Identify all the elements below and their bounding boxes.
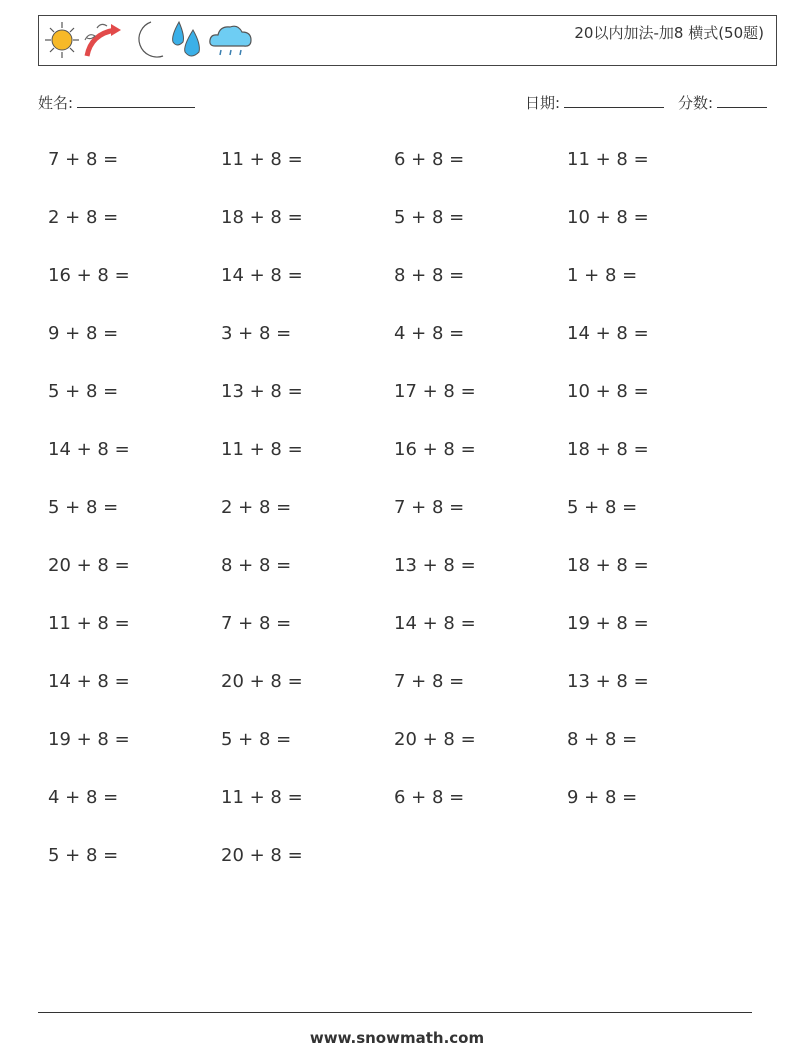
problem-item: 11 + 8 = <box>221 439 303 460</box>
footer-divider <box>38 1012 752 1013</box>
problem-item: 4 + 8 = <box>48 787 119 808</box>
problem-item: 20 + 8 = <box>48 555 130 576</box>
problem-item: 9 + 8 = <box>48 323 119 344</box>
problem-item: 16 + 8 = <box>394 439 476 460</box>
problem-item: 18 + 8 = <box>567 555 649 576</box>
name-field <box>38 92 195 113</box>
problem-item: 20 + 8 = <box>221 845 303 866</box>
problem-item: 9 + 8 = <box>567 787 638 808</box>
problem-item: 5 + 8 = <box>48 845 119 866</box>
problem-item: 19 + 8 = <box>48 729 130 750</box>
problem-item: 11 + 8 = <box>221 787 303 808</box>
problem-item: 14 + 8 = <box>567 323 649 344</box>
problem-item: 13 + 8 = <box>567 671 649 692</box>
problem-item: 20 + 8 = <box>221 671 303 692</box>
sun-icon <box>43 20 81 64</box>
problem-item: 16 + 8 = <box>48 265 130 286</box>
worksheet-header <box>38 15 777 66</box>
problem-item: 6 + 8 = <box>394 149 465 170</box>
problem-item: 5 + 8 = <box>567 497 638 518</box>
problem-item: 10 + 8 = <box>567 207 649 228</box>
problem-item: 18 + 8 = <box>221 207 303 228</box>
problem-item: 11 + 8 = <box>48 613 130 634</box>
rain-cloud-icon <box>207 18 255 66</box>
score-field <box>678 92 767 113</box>
worksheet-title: 20以内加法-加8 横式(50题) <box>574 24 764 42</box>
header-icons <box>43 18 255 66</box>
problem-item: 5 + 8 = <box>394 207 465 228</box>
problem-item: 3 + 8 = <box>221 323 292 344</box>
problem-item: 11 + 8 = <box>567 149 649 170</box>
problem-item: 11 + 8 = <box>221 149 303 170</box>
rainbow-icon <box>81 20 127 64</box>
problem-item: 2 + 8 = <box>221 497 292 518</box>
footer-url: www.snowmath.com <box>309 1029 485 1047</box>
problem-item: 10 + 8 = <box>567 381 649 402</box>
name-label: 姓名: <box>38 94 74 112</box>
problem-item: 5 + 8 = <box>221 729 292 750</box>
problem-item: 7 + 8 = <box>221 613 292 634</box>
problem-item: 7 + 8 = <box>394 497 465 518</box>
date-field <box>525 92 664 113</box>
moon-icon <box>127 18 167 66</box>
problem-item: 13 + 8 = <box>221 381 303 402</box>
problem-item: 20 + 8 = <box>394 729 476 750</box>
problem-item: 8 + 8 = <box>221 555 292 576</box>
problem-item: 14 + 8 = <box>48 671 130 692</box>
problem-item: 1 + 8 = <box>567 265 638 286</box>
problem-item: 2 + 8 = <box>48 207 119 228</box>
problem-item: 18 + 8 = <box>567 439 649 460</box>
date-blank[interactable] <box>564 93 664 108</box>
problem-item: 14 + 8 = <box>221 265 303 286</box>
problem-item: 7 + 8 = <box>394 671 465 692</box>
problem-item: 14 + 8 = <box>48 439 130 460</box>
score-label: 分数: <box>678 94 714 112</box>
date-label: 日期: <box>525 94 561 112</box>
problem-item: 14 + 8 = <box>394 613 476 634</box>
problem-item: 13 + 8 = <box>394 555 476 576</box>
problem-item: 17 + 8 = <box>394 381 476 402</box>
problem-item: 8 + 8 = <box>567 729 638 750</box>
problem-item: 5 + 8 = <box>48 381 119 402</box>
problem-item: 4 + 8 = <box>394 323 465 344</box>
problem-item: 7 + 8 = <box>48 149 119 170</box>
score-blank[interactable] <box>717 93 767 108</box>
problem-item: 5 + 8 = <box>48 497 119 518</box>
raindrops-icon <box>167 18 207 66</box>
problem-item: 8 + 8 = <box>394 265 465 286</box>
problem-item: 19 + 8 = <box>567 613 649 634</box>
problem-item: 6 + 8 = <box>394 787 465 808</box>
name-blank[interactable] <box>77 93 195 108</box>
